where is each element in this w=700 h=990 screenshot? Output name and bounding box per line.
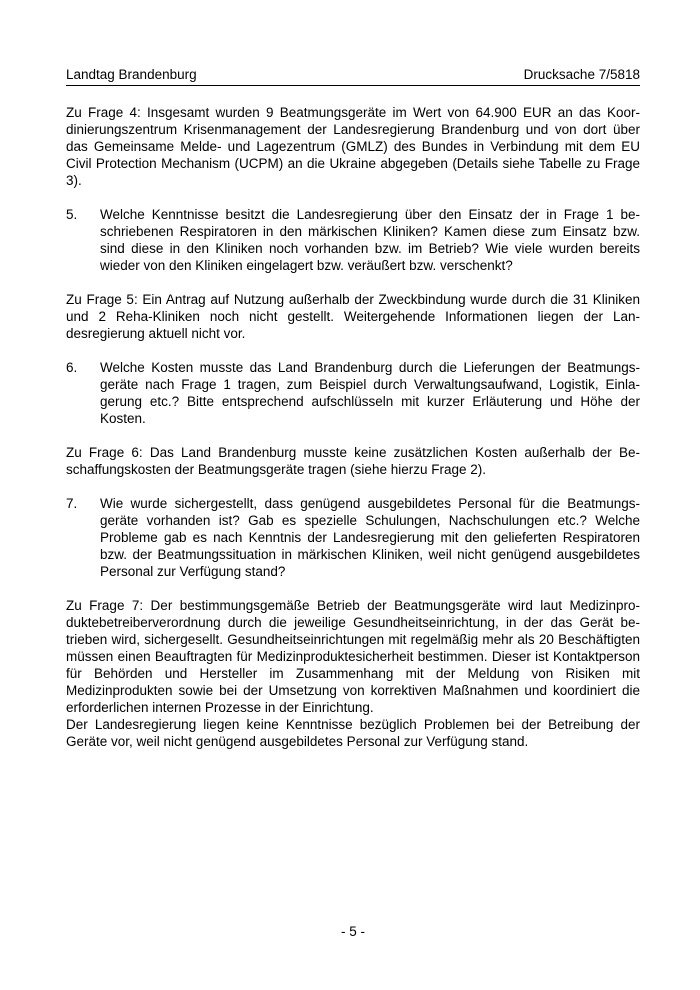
answer-7-part-2: Der Landesregierung liegen keine Kenntnisse bezüglich Problemen bei der Betreibung der Geräte vor, weil nicht genügend ausgebildetes Personal zur Verfügung stand. (66, 717, 640, 749)
question-6-text: Welche Kosten musste das Land Brandenburg durch die Lieferungen der Beatmungsgeräte nach Frage 1 tragen, zum Beispiel durch Verwaltungsaufwand, Logistik, Einlagerung etc.? Bitte entsprechend aufschlüsseln mit kurzer Erläuterung und Höhe der Kosten. (100, 360, 640, 426)
answer-7-part-1: Zu Frage 7: Der bestimmungsgemäße Betrieb der Beatmungsgeräte wird laut Medizinproduktebetreiberverordnung durch die jeweilige Gesundheitseinrichtung, in der das Gerät betrieben wird, sichergesellt. Gesundheitseinrichtungen mit regelmäßig mehr als 20 Beschäftigten müssen einen Beauftragten für Medizinproduktesicherheit bestimmen. Dieser ist Kontaktperson für Behörden und Hersteller im Zusammenhang mit der Meldung von Risiken mit Medizinprodukten sowie bei der Umsetzung von korrektiven Maßnahmen und koordiniert die erforderlichen internen Prozesse in der Einrichtung. (66, 598, 640, 715)
question-7-text: Wie wurde sichergestellt, dass genügend ausgebildetes Personal für die Beatmungsgeräte vorhanden ist? Gab es spezielle Schulungen, Nachschulungen etc.? Welche Probleme gab es nach Kenntnis der Landesregierung mit den gelieferten Respiratoren bzw. der Beatmungssituation in märkischen Kliniken, weil nicht genügend ausgebildetes Personal zur Verfügung stand? (100, 496, 640, 579)
page-number: - 5 - (340, 924, 365, 939)
question-6 (66, 359, 640, 427)
question-7 (66, 495, 640, 580)
answer-4: Zu Frage 4: Insgesamt wurden 9 Beatmungsgeräte im Wert von 64.900 EUR an das Koordinierungszentrum Krisenmanagement der Landesregierung Brandenburg und von dort über das Gemeinsame Melde- und Lagezentrum (GMLZ) des Bundes in Verbindung mit dem EU Civil Protection Mechanism (UCPM) an die Ukraine abgegeben (Details siehe Tabelle zu Frage 3). (66, 105, 640, 188)
document-body (66, 104, 640, 767)
question-5-text: Welche Kenntnisse besitzt die Landesregierung über den Einsatz der in Frage 1 beschriebenen Respiratoren in den märkischen Kliniken? Kamen diese zum Einsatz bzw. sind diese in den Kliniken noch vorhanden bzw. im Betrieb? Wie viele wurden bereits wieder von den Kliniken eingelagert bzw. veräußert bzw. verschenkt? (100, 207, 640, 273)
question-7-number: 7. (66, 496, 78, 511)
question-6-number: 6. (66, 360, 78, 375)
header-document-number: Drucksache 7/5818 (523, 67, 640, 82)
page-header (66, 67, 640, 86)
header-publisher: Landtag Brandenburg (66, 67, 197, 82)
question-5-number: 5. (66, 207, 78, 222)
answer-5: Zu Frage 5: Ein Antrag auf Nutzung außerhalb der Zweckbindung wurde durch die 31 Kliniken und 2 Reha-Kliniken noch nicht gestellt. Weitergehende Informationen liegen der Landesregierung aktuell nicht vor. (66, 292, 640, 341)
answer-6: Zu Frage 6: Das Land Brandenburg musste keine zusätzlichen Kosten außerhalb der Beschaffungskosten der Beatmungsgeräte tragen (siehe hierzu Frage 2). (66, 445, 640, 477)
question-5 (66, 206, 640, 274)
document-page (66, 0, 640, 990)
